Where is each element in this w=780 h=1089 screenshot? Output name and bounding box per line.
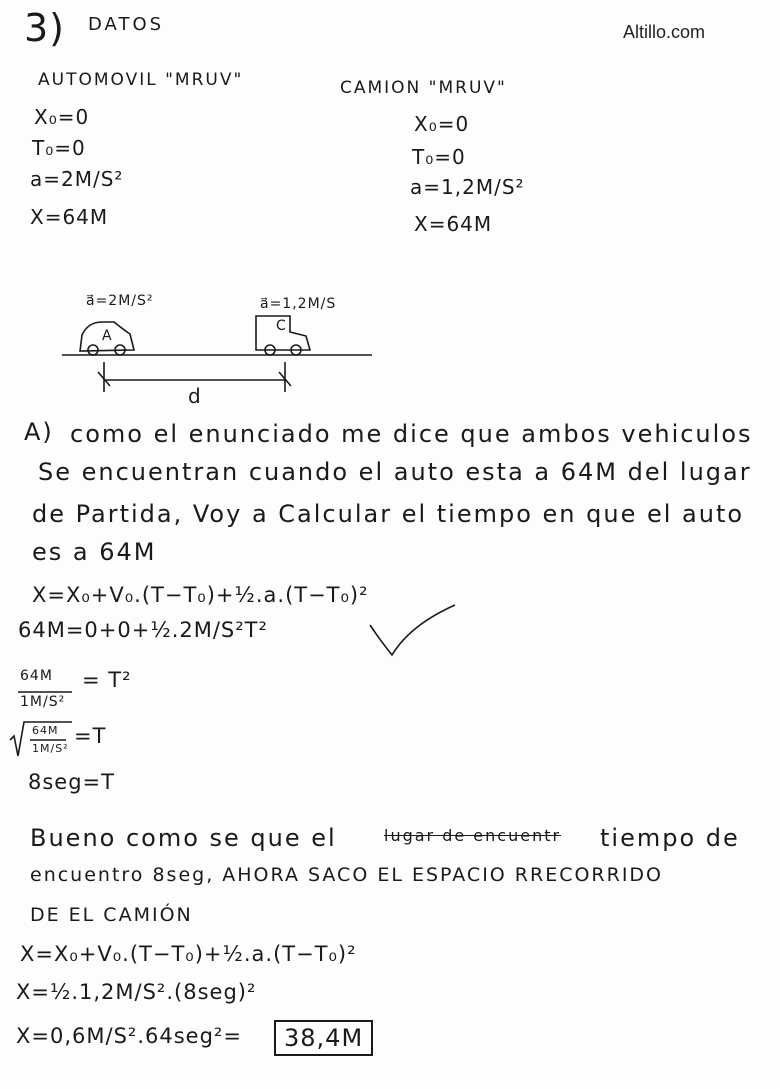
auto-x: X=64M: [30, 205, 109, 229]
part-a-fraction-2-den: 1M/S²: [32, 742, 69, 755]
camion-accel: a=1,2M/S²: [410, 175, 525, 199]
diagram-accel-auto: a⃗=2M/S²: [86, 293, 154, 309]
part-a-line-4: es a 64M: [32, 538, 157, 566]
part-a-line-1: como el enunciado me dice que ambos vehiculos: [70, 420, 753, 448]
diagram-truck-letter: C: [276, 318, 287, 334]
part-a-fraction-1-rhs: = T²: [82, 668, 132, 692]
part-b-substitution: X=½.1,2M/S².(8seg)²: [16, 980, 257, 1004]
part-a-fraction-1-den: 1M/S²: [20, 694, 66, 710]
camion-title: CAMION "MRUV": [340, 78, 507, 98]
part-a-line-2: Se encuentran cuando el auto esta a 64M del lugar: [38, 458, 752, 486]
diagram-accel-camion: a⃗=1,2M/S: [260, 296, 337, 312]
camion-x0: X₀=0: [414, 112, 470, 136]
auto-accel: a=2M/S²: [30, 167, 124, 191]
part-a-fraction-2-rhs: =T: [74, 724, 107, 748]
part-b-product: X=0,6M/S².64seg²=: [16, 1024, 242, 1048]
part-a-result: 8seg=T: [28, 770, 115, 794]
final-answer-box: 38,4M: [274, 1020, 373, 1056]
part-b-line-3: DE EL CAMIÓN: [30, 904, 193, 926]
part-a-line-3: de Partida, Voy a Calcular el tiempo en que el auto: [32, 500, 745, 528]
part-a-label: A): [24, 418, 54, 446]
part-a-formula: X=X₀+V₀.(T−T₀)+½.a.(T−T₀)²: [32, 583, 369, 607]
part-b-line-1b: tiempo de: [600, 824, 740, 852]
part-b-line-1a: Bueno como se que el: [30, 824, 337, 852]
part-b-formula: X=X₀+V₀.(T−T₀)+½.a.(T−T₀)²: [20, 942, 357, 966]
problem-number: 3): [24, 6, 66, 50]
part-b-line-2: encuentro 8seg, AHORA SACO EL ESPACIO RRECORRIDO: [30, 864, 664, 886]
heading-datos: DATOS: [88, 14, 165, 35]
camion-t0: T₀=0: [412, 145, 466, 169]
auto-x0: X₀=0: [34, 105, 90, 129]
part-a-substitution: 64M=0+0+½.2M/S²T²: [18, 618, 268, 642]
auto-t0: T₀=0: [32, 136, 86, 160]
camion-x: X=64M: [414, 212, 493, 236]
auto-title: AUTOMOVIL "MRUV": [38, 70, 244, 90]
diagram-car-letter: A: [102, 328, 113, 344]
part-a-fraction-2-num: 64M: [32, 724, 59, 737]
diagram-distance-label: d: [188, 384, 202, 408]
watermark: Altillo.com: [623, 22, 706, 42]
part-b-line-1-struck: lugar de encuentr: [384, 826, 562, 845]
part-a-fraction-1-num: 64M: [20, 668, 53, 684]
check-mark: [370, 605, 455, 655]
